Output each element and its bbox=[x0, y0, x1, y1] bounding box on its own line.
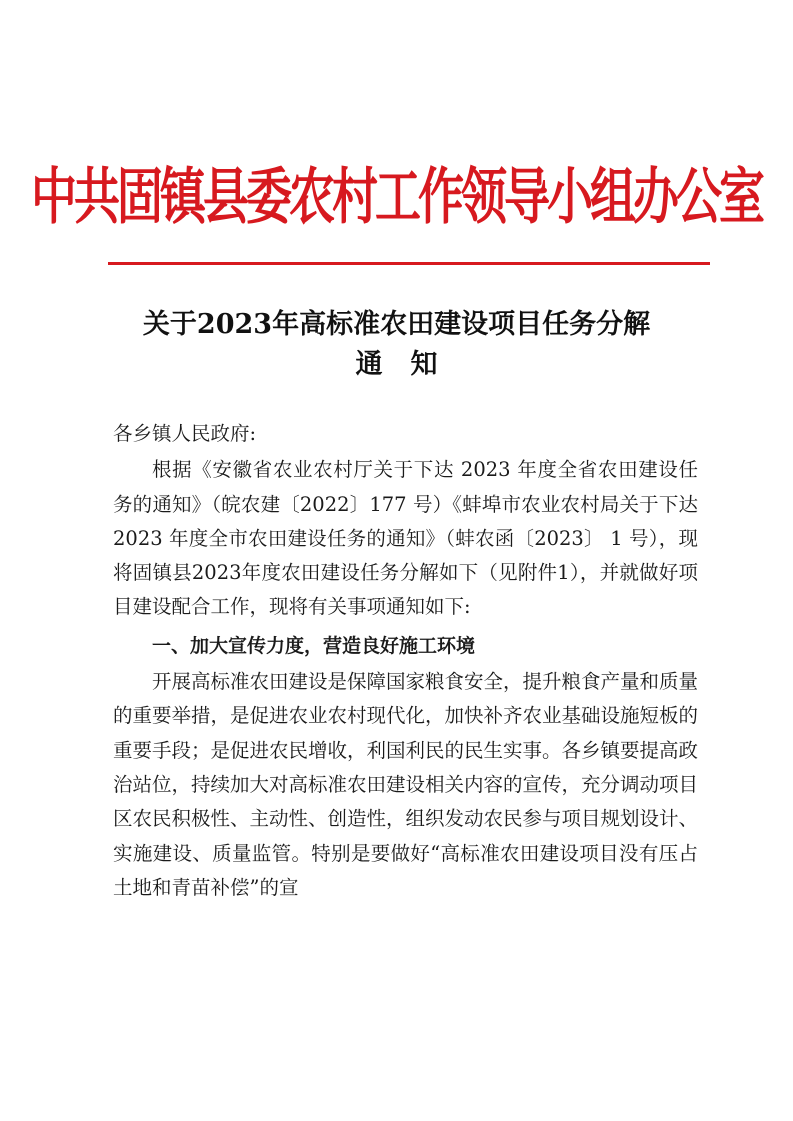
salutation: 各乡镇人民政府: bbox=[113, 422, 257, 445]
body-paragraph-1: 根据《安徽省农业农村厅关于下达 2023 年度全省农田建设任务的通知》（皖农建〔2022〕177 号）《蚌埠市农业农村局关于下达 2023 年度全市农田建设任务的通知》（蚌农函〔2023〕 1 号），现将固镇县2023年度农田建设任务分解如下（见附件1），并就做好项目建设配合工作，现将有关事项通知如下: bbox=[113, 458, 698, 619]
section-heading-1: 一、加大宣传力度，营造良好施工环境 bbox=[152, 634, 476, 657]
document-body bbox=[113, 417, 698, 905]
document-title-line-2: 通知 bbox=[355, 349, 466, 380]
document-title-line-1: 关于2023年高标准农田建设项目任务分解 bbox=[142, 309, 651, 340]
issuing-organization-header: 中共固镇县委农村工作领导小组办公室 bbox=[31, 160, 762, 232]
body-paragraph-2: 开展高标准农田建设是保障国家粮食安全，提升粮食产量和质量的重要举措，是促进农业农村现代化，加快补齐农业基础设施短板的重要手段；是促进农民增收，利国利民的民生实事。各乡镇要提高政治站位，持续加大对高标准农田建设相关内容的宣传，充分调动项目区农民积极性、主动性、创造性，组织发动农民参与项目规划设计、实施建设、质量监管。特别是要做好“高标准农田建设项目没有压占土地和青苗补偿”的宣 bbox=[113, 670, 699, 899]
red-divider-line bbox=[108, 262, 710, 265]
